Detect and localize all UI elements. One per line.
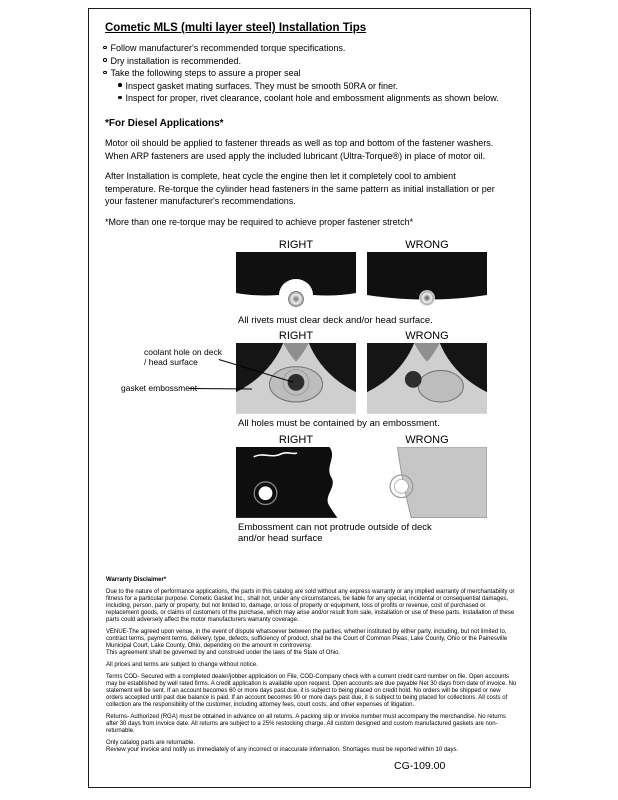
- annotation-coolant-hole: coolant hole on deck / head surface: [144, 347, 222, 367]
- rivet-icon: [420, 291, 435, 306]
- rivet-icon: [289, 292, 304, 307]
- embossment-wrong-diagram: [367, 447, 487, 518]
- embossment-diagram-row: [236, 434, 532, 518]
- diagram-caption: Embossment can not protrude outside of deck and/or head surface: [238, 521, 432, 544]
- filled-bullet-icon: [118, 96, 122, 100]
- filled-bullet-icon: [118, 83, 122, 87]
- coolant-hole-wrong-diagram: [367, 343, 487, 414]
- legal-paragraph: Review your invoice and notify us immediately of any incorrect or inaccurate information. Shortages must be reported within 10 days.: [106, 747, 459, 753]
- diesel-paragraph-1: Motor oil should be applied to fastener threads as well as top and bottom of the fastener washers. When ARP fasteners are used apply the included lubricant (Ultra-Torque®) in place of motor oil.: [105, 138, 494, 161]
- wrong-label: WRONG: [405, 239, 449, 251]
- legal-heading: Warranty Disclaimer*: [106, 577, 167, 583]
- page-title: Cometic MLS (multi layer steel) Installation Tips: [105, 22, 367, 34]
- legal-paragraph: Returns- Authorized (RGA) must be obtained in advance on all returns. A packing slip or invoice number must accompany the merchandise. No returns after 30 days from invoice date. All returns are subject to a 25% restocking charge. All custom designed and custom manufactured gaskets are non-returnable.: [106, 714, 506, 734]
- hole-shape: [395, 479, 409, 493]
- right-label: RIGHT: [278, 330, 314, 342]
- embossment-right-diagram: [236, 447, 356, 518]
- tips-list: [103, 43, 530, 103]
- legal-paragraph: Due to the nature of performance applications, the parts in this catalog are sold without any express warranty or any implied warranty of merchantability or fitness for a particular purpose. Cometic Gasket Inc., shall not, under any circumstances, be liable for any special, incidental or consequential damages, including, person, party or property, but not limited to, damage, or loss of property or equipment, loss of profits or revenue, cost of purchased or replacement goods, or claims of customers of the purchase, which may arise and/or result from sale, installation or use of these parts. Installation of these parts could adversely affect the motor manufacturers warranty coverage.: [106, 589, 515, 623]
- gasket-embossment-shape: [418, 371, 463, 402]
- right-label: RIGHT: [278, 433, 314, 446]
- rivet-clearance-right-diagram: [236, 252, 356, 311]
- wrong-label: WRONG: [405, 330, 449, 342]
- tip-text: Inspect for proper, rivet clearance, coolant hole and embossment alignments as shown below.: [125, 93, 499, 103]
- doc-number: CG-109.00: [394, 760, 446, 772]
- coolant-hole-right-diagram: [236, 343, 356, 414]
- wrong-label: WRONG: [405, 433, 449, 446]
- legal-section: [106, 577, 518, 759]
- diesel-heading: *For Diesel Applications*: [105, 118, 224, 129]
- legal-paragraph: VENUE-The agreed upon venue, in the event of dispute whatsoever between the parties, whether instituted by either party, including, but not limited to, contract terms, payment terms, delivery, type, defects, sufficiency of product, shall be the Court of Common Pleas, Lake County, Ohio or the Painesville Municipal Court, Lake County, Ohio, depending on the amount in controversy.: [106, 629, 508, 649]
- tip-item: [103, 56, 530, 66]
- document-page: [88, 8, 531, 788]
- hollow-bullet-icon: [103, 58, 107, 62]
- tip-item: [103, 43, 530, 53]
- rivet-diagram-row: [236, 239, 532, 311]
- rivet-clearance-wrong-diagram: [367, 252, 487, 311]
- coolant-hole-shape: [405, 371, 422, 388]
- right-label: RIGHT: [278, 239, 314, 251]
- diesel-paragraph-2: After Installation is complete, heat cycle the engine then let it completely cool to ambient temperature. Re-torque the cylinder head fasteners in the same pattern as initial installation or per your fastener manufacturer's recommendations.: [105, 171, 495, 206]
- retorque-note: *More than one re-torque may be required to achieve proper fastener stretch*: [105, 216, 414, 227]
- coolant-diagram-row: [236, 330, 532, 414]
- tip-item: [103, 68, 530, 78]
- legal-paragraph: Terms COD- Secured with a completed dealer/jobber application on File, COD-Company check with a current credit card number on file. Open accounts may be established by well rated firms. A credit application is available upon request. Open accounts are due payable Net 30 days from date of invoice. No statement will be sent. If an account becomes 60 or more days past due, it is subject to being placed on credit hold. No orders will be shipped or new orders accepted until past due balance is paid. If an account becomes 90 or more days past due, it is subject to being placed for collections. All costs of collection are the responsibility of the customer, including attorney fees, court costs, and other expenses of litigation.: [106, 674, 517, 708]
- tip-text: Dry installation is recommended.: [110, 55, 242, 66]
- tip-text: Take the following steps to assure a proper seal: [110, 68, 301, 78]
- legal-paragraph: Only catalog parts are returnable.: [106, 740, 196, 746]
- hollow-bullet-icon: [103, 46, 107, 50]
- tip-sub-item: [103, 93, 530, 103]
- legal-paragraph: All prices and terms are subject to change without notice.: [106, 662, 258, 668]
- diagram-section: [89, 231, 532, 544]
- coolant-hole-shape: [288, 374, 305, 391]
- annotation-gasket-embossment: gasket embossment: [121, 383, 198, 393]
- hole-shape: [259, 486, 273, 500]
- tip-text: Follow manufacturer's recommended torque specifications.: [110, 43, 346, 53]
- hollow-bullet-icon: [103, 71, 107, 75]
- tip-text: Inspect gasket mating surfaces. They must be smooth 50RA or finer.: [125, 80, 398, 91]
- annotation-line: [189, 388, 252, 390]
- tip-sub-item: [103, 81, 530, 91]
- diagram-caption: All holes must be contained by an embossment.: [238, 417, 440, 429]
- legal-paragraph: This agreement shall be governed by and construed under the laws of the State of Ohio.: [106, 650, 341, 656]
- diagram-caption: All rivets must clear deck and/or head surface.: [238, 315, 433, 326]
